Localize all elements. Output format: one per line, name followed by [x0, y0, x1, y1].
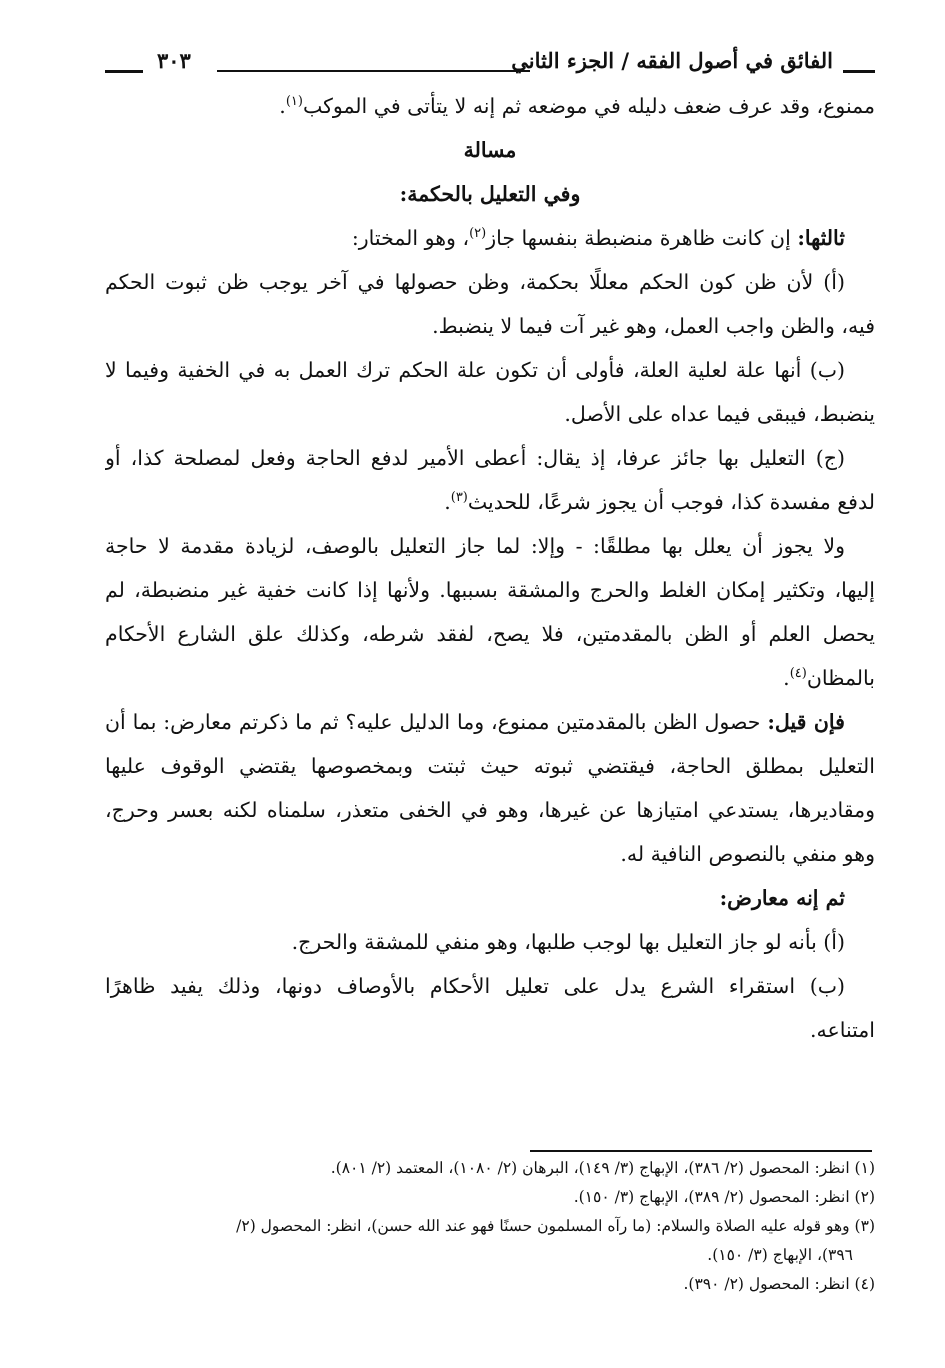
- text-line: (ب) أنها علة لعلية العلة، فأولى أن تكون علة الحكم ترك العمل به في الخفية وفيما لا: [105, 358, 845, 382]
- text-line: (ج) التعليل بها جائز عرفا، إذ يقال: أعطى الأمير لدفع الحاجة وفعل لمصلحة كذا، أو: [105, 446, 845, 470]
- footnote-separator: [530, 1150, 872, 1152]
- text-line: فيه، والظن واجب العمل، وهو غير آت فيما لا ينضبط.: [432, 314, 875, 338]
- text-line: (أ) لأن ظن كون الحكم معللًا بحكمة، وظن حصولها في آخر يوجب ظن ثبوت الحكم: [105, 270, 845, 294]
- lead-word: فإن قيل:: [767, 710, 845, 734]
- book-title: الفائق في أصول الفقه / الجزء الثاني: [511, 48, 833, 73]
- text-line: ينضبط، فيبقى فيما عداه على الأصل.: [564, 402, 875, 426]
- text-line: امتناعه.: [809, 1018, 875, 1042]
- text-line: فإن قيل: حصول الظن بالمقدمتين ممنوع، وما الدليل عليه؟ ثم ما ذكرتم معارض: بما أن: [105, 710, 845, 734]
- footnote-ref: (٤): [789, 666, 807, 682]
- text-line: لدفع مفسدة كذا، فوجب أن يجوز شرعًا، للحديث$^{(٣)}$.: [444, 490, 875, 514]
- text-line: التعليل بمطلق الحاجة، فيقتضي ثبوته حيث ثبتت وبمخصوصها يقتضي الوقوف عليها: [105, 754, 875, 778]
- header-rule-left: [105, 70, 143, 73]
- text-line: يحصل العلم أو الظن بالمقدمتين، فلا يصح، لفقد شرطه، وكذلك علق الشارع الأحكام: [105, 622, 875, 646]
- text-line: ممنوع، وقد عرف ضعف دليله في موضعه ثم إنه لا يتأتى في الموكب$^{(١)}$.: [279, 94, 875, 118]
- footnote-4: (٤) انظر: المحصول (٢/ ٣٩٠).: [683, 1275, 875, 1293]
- text-line: إليها، وتكثير إمكان الغلط والحرج والمشقة بسببها. ولأنها إذا كانت خفية غير منضبطة، لم: [105, 578, 875, 602]
- footnote-ref: (٣): [450, 490, 468, 506]
- footnote-ref: (١): [285, 94, 303, 110]
- text-line: ثم إنه معارض:: [719, 886, 845, 910]
- footnote-2: (٢) انظر: المحصول (٢/ ٣٨٩)، الإبهاج (٣/ ١٥٠).: [573, 1188, 875, 1206]
- footnote-1: (١) انظر: المحصول (٢/ ٣٨٦)، الإبهاج (٣/ ١٤٩)، البرهان (٢/ ١٠٨٠)، المعتمد (٢/ ٨٠١).: [330, 1159, 875, 1177]
- footnote-ref: (٢): [469, 226, 487, 242]
- footnote-3: (٣) وهو قوله عليه الصلاة والسلام: (ما رآه المسلمون حسنًا فهو عند الله حسن)، انظر: المحصول (٢/: [236, 1217, 875, 1235]
- footnote-3-continued: ٣٩٦)، الإبهاج (٣/ ١٥٠).: [707, 1246, 853, 1264]
- text-line: ثالثها: إن كانت ظاهرة منضبطة بنفسها جاز$^{(٢)}$، وهو المختار:: [351, 226, 845, 250]
- text-line: (ب) استقراء الشرع يدل على تعليل الأحكام بالأوصاف دونها، وذلك يفيد ظاهرًا: [105, 974, 845, 998]
- main-text: [105, 84, 875, 1052]
- text-line: بالمظان$^{(٤)}$.: [783, 666, 875, 690]
- page-number: ٣٠٣: [157, 48, 191, 73]
- text-line: ومقاديرها، يستدعي امتيازها عن غيرها، وهو في الخفى متعذر، سلمناه لكنه بعسر وحرج،: [105, 798, 875, 822]
- text-line: ولا يجوز أن يعلل بها مطلقًا: - وإلا: لما جاز التعليل بالوصف، لزيادة مقدمة لا حاجة: [105, 534, 845, 558]
- text-line: (أ) بأنه لو جاز التعليل بها لوجب طلبها، وهو منفي للمشقة والحرج.: [291, 930, 845, 954]
- footnotes: [105, 1154, 875, 1299]
- header-rule-middle: [217, 70, 530, 72]
- subsection-heading: وفي التعليل بالحكمة:: [399, 182, 581, 206]
- section-heading: مسالة: [463, 138, 517, 162]
- text-line: وهو منفي بالنصوص النافية له.: [620, 842, 875, 866]
- running-header: [105, 48, 875, 88]
- header-rule-right: [843, 70, 875, 73]
- lead-word: ثالثها:: [797, 226, 845, 250]
